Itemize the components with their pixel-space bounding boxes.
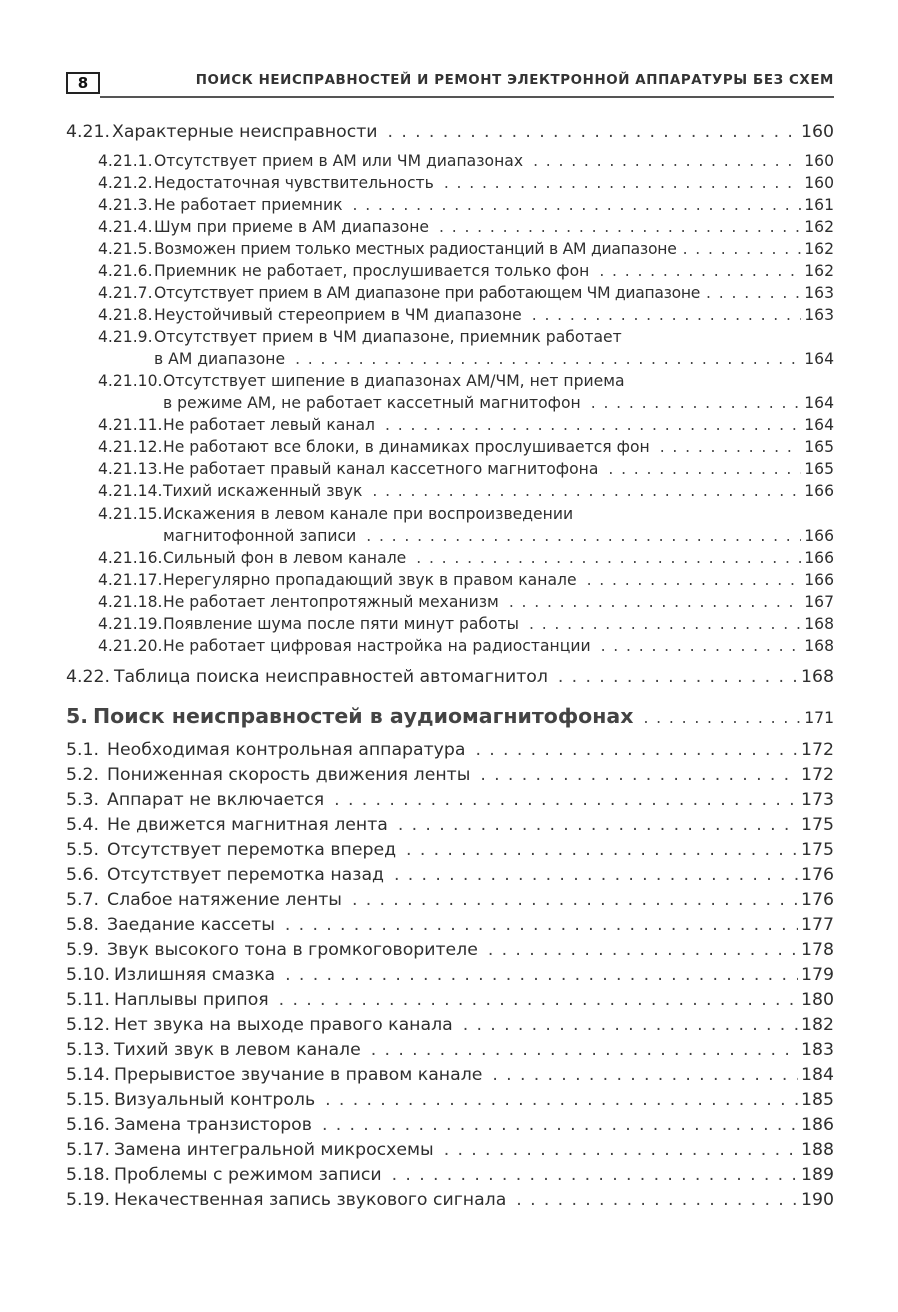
- toc-number: 4.21.15.: [98, 505, 163, 523]
- toc-entry-4-21-10-line1[interactable]: [98, 372, 625, 390]
- dot-leader: [279, 990, 798, 1010]
- toc-entry-4-22[interactable]: [66, 667, 834, 687]
- toc-page: 172: [801, 740, 834, 760]
- toc-entry-4-21-7[interactable]: [98, 284, 834, 302]
- toc-number: 4.21.10.: [98, 372, 163, 390]
- toc-entry-5-6[interactable]: [66, 865, 834, 885]
- toc-page: 164: [804, 394, 834, 412]
- toc-entry-4-21-9-line1[interactable]: [98, 328, 622, 346]
- toc-title: Не работает лентопротяжный механизм: [163, 593, 499, 611]
- toc-number: 5.9.: [66, 940, 99, 960]
- toc-title: Аппарат не включается: [107, 790, 325, 810]
- toc-title-continued: в АМ диапазоне: [154, 350, 286, 368]
- toc-page: 162: [804, 262, 834, 280]
- toc-number: 5.2.: [66, 765, 99, 785]
- dot-leader: [706, 284, 801, 302]
- dot-leader: [591, 394, 802, 412]
- toc-title: Визуальный контроль: [114, 1090, 316, 1110]
- page-number-box: 8: [66, 72, 100, 94]
- toc-number: 5.16.: [66, 1115, 110, 1135]
- dot-leader: [334, 790, 798, 810]
- toc-page: 165: [804, 460, 834, 478]
- toc-number: 5.12.: [66, 1015, 110, 1035]
- toc-page: 186: [801, 1115, 834, 1135]
- toc-page: 190: [801, 1190, 834, 1210]
- toc-page: 168: [804, 637, 834, 655]
- dot-leader: [601, 637, 802, 655]
- toc-page: 167: [804, 593, 834, 611]
- toc-title: Не движется магнитная лента: [107, 815, 388, 835]
- toc-number: 5.7.: [66, 890, 99, 910]
- toc-entry-5-3[interactable]: [66, 790, 834, 810]
- toc-chapter-5[interactable]: [66, 704, 834, 728]
- toc-page: 162: [804, 240, 834, 258]
- toc-entry-4-21-4[interactable]: [98, 218, 834, 236]
- toc-entry-4-21-13[interactable]: [98, 460, 834, 478]
- toc-title: Пониженная скорость движения ленты: [107, 765, 471, 785]
- dot-leader: [480, 765, 798, 785]
- dot-leader: [558, 667, 798, 687]
- dot-leader: [488, 940, 798, 960]
- toc-entry-5-10[interactable]: [66, 965, 834, 985]
- toc-title: Отсутствует перемотка назад: [107, 865, 384, 885]
- toc-page: 175: [801, 840, 834, 860]
- dot-leader: [398, 815, 798, 835]
- toc-entry-5-8[interactable]: [66, 915, 834, 935]
- toc-entry-5-17[interactable]: [66, 1140, 834, 1160]
- toc-title: Тихий звук в левом канале: [114, 1040, 361, 1060]
- toc-page: 160: [804, 174, 834, 192]
- toc-title: Наплывы припоя: [114, 990, 269, 1010]
- toc-page: 160: [804, 152, 834, 170]
- dot-leader: [388, 122, 798, 142]
- toc-page: 176: [801, 865, 834, 885]
- toc-title-continued: магнитофонной записи: [163, 527, 357, 545]
- toc-entry-4-21-18[interactable]: [98, 593, 834, 611]
- toc-page: 166: [804, 549, 834, 567]
- toc-entry-4-21-16[interactable]: [98, 549, 834, 567]
- dot-leader: [532, 306, 801, 324]
- toc-title: Шум при приеме в АМ диапазоне: [154, 218, 430, 236]
- toc-number: 5.3.: [66, 790, 99, 810]
- toc-number: 4.21.9.: [98, 328, 153, 346]
- toc-title: Недостаточная чувствительность: [154, 174, 434, 192]
- toc-number: 4.21.5.: [98, 240, 153, 258]
- toc-number: 5.18.: [66, 1165, 110, 1185]
- toc-entry-4-21-15-line1[interactable]: [98, 505, 573, 523]
- toc-title: Сильный фон в левом канале: [163, 549, 407, 567]
- toc-page: 173: [801, 790, 834, 810]
- toc-entry-4-21-2[interactable]: [98, 174, 834, 192]
- toc-page: 166: [804, 482, 834, 500]
- toc-page: 177: [801, 915, 834, 935]
- toc-page: 185: [801, 1090, 834, 1110]
- toc-page: 179: [801, 965, 834, 985]
- toc-number: 5.19.: [66, 1190, 110, 1210]
- toc-page: 175: [801, 815, 834, 835]
- toc-number: 5.10.: [66, 965, 110, 985]
- dot-leader: [371, 1040, 798, 1060]
- toc-entry-5-1[interactable]: [66, 740, 834, 760]
- toc-number: 4.21.13.: [98, 460, 163, 478]
- toc-page: 183: [801, 1040, 834, 1060]
- toc-number: 5.1.: [66, 740, 99, 760]
- toc-entry-4-21-10-line2[interactable]: [163, 394, 834, 412]
- dot-leader: [392, 1165, 798, 1185]
- toc-title: Не работает правый канал кассетного магнитофона: [163, 460, 599, 478]
- toc-page: 163: [804, 284, 834, 302]
- toc-number: 5.13.: [66, 1040, 110, 1060]
- toc-title: Приемник не работает, прослушивается только фон: [154, 262, 590, 280]
- toc-number: 5.4.: [66, 815, 99, 835]
- toc-page: 160: [801, 122, 834, 142]
- toc-title: Замена интегральной микросхемы: [114, 1140, 434, 1160]
- toc-title: Отсутствует прием в ЧМ диапазоне, приемник работает: [154, 328, 622, 346]
- dot-leader: [352, 890, 798, 910]
- toc-entry-5-19[interactable]: [66, 1190, 834, 1210]
- toc-number: 5.5.: [66, 840, 99, 860]
- dot-leader: [385, 416, 801, 434]
- dot-leader: [660, 438, 802, 456]
- toc-number: 4.21.20.: [98, 637, 163, 655]
- toc-page: 165: [804, 438, 834, 456]
- toc-title: Звук высокого тона в громкоговорителе: [107, 940, 478, 960]
- dot-leader: [587, 571, 802, 589]
- toc-entry-4-21-19[interactable]: [98, 615, 834, 633]
- dot-leader: [353, 196, 802, 214]
- dot-leader: [322, 1115, 798, 1135]
- dot-leader: [295, 350, 801, 368]
- toc-entry-5-7[interactable]: [66, 890, 834, 910]
- toc-page: 166: [804, 571, 834, 589]
- toc-number: 4.21.2.: [98, 174, 153, 192]
- toc-title: Неустойчивый стереоприем в ЧМ диапазоне: [154, 306, 522, 324]
- toc-number: 4.21.18.: [98, 593, 163, 611]
- toc-entry-4-21-17[interactable]: [98, 571, 834, 589]
- toc-entry-4-21-6[interactable]: [98, 262, 834, 280]
- toc-page: 164: [804, 350, 834, 368]
- dot-leader: [683, 240, 802, 258]
- toc-number: 5.8.: [66, 915, 99, 935]
- dot-leader: [492, 1065, 798, 1085]
- chapter-number: 5.: [66, 704, 89, 728]
- dot-leader: [643, 709, 801, 727]
- toc-title: Прерывистое звучание в правом канале: [114, 1065, 483, 1085]
- toc-title-continued: в режиме АМ, не работает кассетный магнитофон: [163, 394, 581, 412]
- toc-title: Слабое натяжение ленты: [107, 890, 342, 910]
- toc-number: 5.11.: [66, 990, 110, 1010]
- toc-number: 4.21.6.: [98, 262, 153, 280]
- toc-number: 5.17.: [66, 1140, 110, 1160]
- dot-leader: [608, 460, 801, 478]
- toc-number: 5.6.: [66, 865, 99, 885]
- dot-leader: [285, 915, 798, 935]
- toc-number: 4.21.8.: [98, 306, 153, 324]
- dot-leader: [444, 174, 801, 192]
- dot-leader: [372, 482, 801, 500]
- toc-page: 188: [801, 1140, 834, 1160]
- toc-entry-5-15[interactable]: [66, 1090, 834, 1110]
- toc-number: 4.21.12.: [98, 438, 163, 456]
- running-title: ПОИСК НЕИСПРАВНОСТЕЙ И РЕМОНТ ЭЛЕКТРОННОЙ АППАРАТУРЫ БЕЗ СХЕМ: [195, 73, 834, 88]
- chapter-title: Поиск неисправностей в аудиомагнитофонах: [93, 704, 634, 728]
- dot-leader: [444, 1140, 798, 1160]
- toc-title: Отсутствует прием в АМ диапазоне при работающем ЧМ диапазоне: [154, 284, 701, 302]
- toc-title: Тихий искаженный звук: [163, 482, 363, 500]
- dot-leader: [475, 740, 798, 760]
- toc-title: Не работает левый канал: [163, 416, 376, 434]
- toc-page: 163: [804, 306, 834, 324]
- toc-entry-5-9[interactable]: [66, 940, 834, 960]
- dot-leader: [406, 840, 798, 860]
- toc-title: Возможен прием только местных радиостанций в АМ диапазоне: [154, 240, 677, 258]
- toc-title: Отсутствует прием в АМ или ЧМ диапазонах: [154, 152, 524, 170]
- toc-entry-5-4[interactable]: [66, 815, 834, 835]
- toc-number: 4.21.1.: [98, 152, 153, 170]
- toc-title: Появление шума после пяти минут работы: [163, 615, 519, 633]
- dot-leader: [394, 865, 798, 885]
- toc-number: 5.14.: [66, 1065, 110, 1085]
- toc-number: 4.21.11.: [98, 416, 163, 434]
- toc-entry-4-21-9-line2[interactable]: [154, 350, 834, 368]
- toc-entry-5-14[interactable]: [66, 1065, 834, 1085]
- dot-leader: [439, 218, 801, 236]
- toc-title: Отсутствует шипение в диапазонах АМ/ЧМ, нет приема: [163, 372, 625, 390]
- toc-entry-5-13[interactable]: [66, 1040, 834, 1060]
- toc-number: 4.21.16.: [98, 549, 163, 567]
- toc-title: Характерные неисправности: [112, 122, 378, 142]
- dot-leader: [516, 1190, 798, 1210]
- toc-page: 180: [801, 990, 834, 1010]
- toc-title: Не работают все блоки, в динамиках прослушивается фон: [163, 438, 650, 456]
- toc-entry-4-21-5[interactable]: [98, 240, 834, 258]
- toc-entry-5-16[interactable]: [66, 1115, 834, 1135]
- toc-title: Проблемы с режимом записи: [114, 1165, 382, 1185]
- toc-page: 161: [804, 196, 834, 214]
- toc-title: Необходимая контрольная аппаратура: [107, 740, 466, 760]
- toc-title: Замена транзисторов: [114, 1115, 312, 1135]
- toc-entry-5-12[interactable]: [66, 1015, 834, 1035]
- toc-entry-4-21-12[interactable]: [98, 438, 834, 456]
- toc-number: 4.21.: [66, 122, 110, 142]
- dot-leader: [325, 1090, 798, 1110]
- toc-entry-4-21-1[interactable]: [98, 152, 834, 170]
- toc-title: Нерегулярно пропадающий звук в правом канале: [163, 571, 577, 589]
- toc-page: 172: [801, 765, 834, 785]
- toc-page: 164: [804, 416, 834, 434]
- toc-page: 178: [801, 940, 834, 960]
- toc-page: 168: [801, 667, 834, 687]
- toc-number: 4.21.4.: [98, 218, 153, 236]
- toc-entry-4-21-3[interactable]: [98, 196, 834, 214]
- toc-title: Некачественная запись звукового сигнала: [114, 1190, 507, 1210]
- page-header: [66, 72, 834, 98]
- toc-page: 168: [804, 615, 834, 633]
- toc-page: 189: [801, 1165, 834, 1185]
- dot-leader: [285, 965, 798, 985]
- toc-entry-4-21-20[interactable]: [98, 637, 834, 655]
- toc-title: Излишняя смазка: [114, 965, 276, 985]
- toc-entry-5-11[interactable]: [66, 990, 834, 1010]
- toc-title: Не работает цифровая настройка на радиостанции: [163, 637, 591, 655]
- toc-page: 182: [801, 1015, 834, 1035]
- toc-entry-4-21-11[interactable]: [98, 416, 834, 434]
- toc-number: 4.21.3.: [98, 196, 153, 214]
- dot-leader: [366, 527, 801, 545]
- toc-entry-5-2[interactable]: [66, 765, 834, 785]
- dot-leader: [416, 549, 801, 567]
- toc-page: 166: [804, 527, 834, 545]
- toc-number: 4.21.14.: [98, 482, 163, 500]
- dot-leader: [509, 593, 801, 611]
- toc-page: 171: [804, 709, 834, 727]
- toc-entry-4-21-15-line2[interactable]: [163, 527, 834, 545]
- dot-leader: [529, 615, 801, 633]
- toc-page: 162: [804, 218, 834, 236]
- toc-title: Не работает приемник: [154, 196, 343, 214]
- toc-number: 4.21.7.: [98, 284, 153, 302]
- toc-page: 184: [801, 1065, 834, 1085]
- toc-number: 4.21.17.: [98, 571, 163, 589]
- toc-entry-4-21-14[interactable]: [98, 482, 834, 500]
- toc-entry-5-18[interactable]: [66, 1165, 834, 1185]
- dot-leader: [533, 152, 801, 170]
- toc-number: 4.21.19.: [98, 615, 163, 633]
- toc-entry-4-21[interactable]: [66, 122, 834, 142]
- toc-title: Таблица поиска неисправностей автомагнитол: [114, 667, 548, 687]
- toc-entry-4-21-8[interactable]: [98, 306, 834, 324]
- dot-leader: [463, 1015, 798, 1035]
- toc-page: 176: [801, 890, 834, 910]
- toc-number: 4.22.: [66, 667, 110, 687]
- toc-title: Нет звука на выходе правого канала: [114, 1015, 453, 1035]
- header-rule: [100, 96, 834, 98]
- toc-number: 5.15.: [66, 1090, 110, 1110]
- toc-title: Искажения в левом канале при воспроизведении: [163, 505, 574, 523]
- toc-title: Отсутствует перемотка вперед: [107, 840, 397, 860]
- toc-entry-5-5[interactable]: [66, 840, 834, 860]
- toc-title: Заедание кассеты: [107, 915, 275, 935]
- dot-leader: [599, 262, 801, 280]
